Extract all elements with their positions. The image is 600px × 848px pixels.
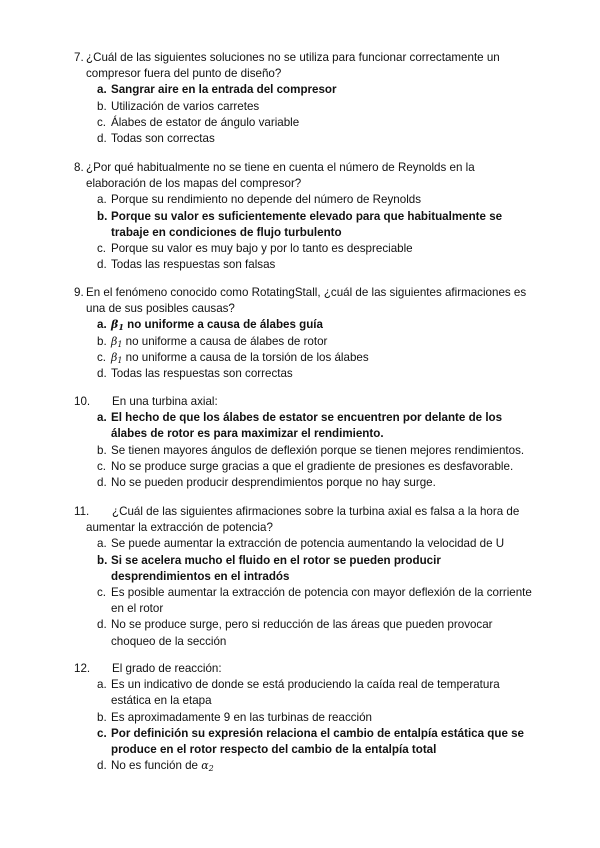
option-letter: d. — [97, 618, 107, 632]
question-number: 8. — [74, 161, 84, 174]
option-d — [74, 131, 534, 147]
option-letter: b. — [97, 443, 107, 457]
option-text: Se tienen mayores ángulos de deflexión porque se tienen mejores rendimientos. — [111, 443, 525, 457]
question-stem — [74, 504, 534, 536]
question-12 — [74, 661, 534, 774]
option-letter: c. — [97, 350, 107, 364]
option-letter: c. — [97, 459, 107, 473]
option-text: Sangrar aire en la entrada del compresor — [111, 83, 337, 97]
question-8 — [74, 160, 534, 273]
beta-symbol: $\beta_1$ — [111, 318, 124, 333]
question-number: 9. — [74, 286, 84, 299]
option-text: No se produce surge gracias a que el gradiente de presiones es desfavorable. — [111, 459, 514, 473]
option-a — [74, 192, 534, 208]
question-stem — [74, 50, 534, 82]
question-11 — [74, 504, 534, 650]
option-text: Es posible aumentar la extracción de potencia con mayor deflexión de la corriente en el rotor — [111, 586, 532, 616]
option-b — [74, 209, 534, 241]
option-text: Porque su rendimiento no depende del número de Reynolds — [111, 193, 422, 207]
option-letter: c. — [97, 115, 107, 129]
question-text: ¿Por qué habitualmente no se tiene en cuenta el número de Reynolds en la elaboración de los mapas del compresor? — [86, 161, 475, 191]
option-text: Es aproximadamente 9 en las turbinas de reacción — [111, 710, 373, 724]
option-text: Porque su valor es muy bajo y por lo tanto es despreciable — [111, 242, 413, 256]
question-text: El grado de reacción: — [112, 662, 222, 675]
option-letter: c. — [97, 586, 107, 600]
option-d — [74, 617, 534, 649]
option-d — [74, 257, 534, 273]
option-b — [74, 99, 534, 115]
option-a — [74, 677, 534, 709]
options-list — [74, 536, 534, 649]
question-number: 7. — [74, 51, 84, 64]
option-letter: a. — [97, 411, 107, 425]
option-text: Todas son correctas — [111, 132, 215, 146]
option-letter: b. — [97, 209, 108, 223]
option-text: Álabes de estator de ángulo variable — [111, 115, 300, 129]
options-list — [74, 82, 534, 147]
option-d — [74, 366, 534, 382]
question-text: En el fenómeno conocido como RotatingStall, ¿cuál de las siguientes afirmaciones es una de sus posibles causas? — [86, 286, 527, 316]
option-letter: b. — [97, 99, 107, 113]
option-b — [74, 710, 534, 726]
option-letter: d. — [97, 258, 107, 272]
option-b — [74, 443, 534, 459]
beta-symbol: $\beta_1$ — [111, 350, 123, 365]
option-text: Se puede aumentar la extracción de potencia aumentando la velocidad de U — [111, 537, 505, 551]
option-a — [74, 410, 534, 442]
option-letter: d. — [97, 367, 107, 381]
option-a — [74, 82, 534, 98]
option-text: Todas las respuestas son correctas — [111, 367, 293, 381]
question-10 — [74, 394, 534, 491]
option-text: Todas las respuestas son falsas — [111, 258, 276, 272]
option-letter: d. — [97, 476, 107, 490]
question-stem — [74, 285, 534, 317]
option-c — [74, 459, 534, 475]
option-text: No se produce surge, pero si reducción de las áreas que pueden provocar choqueo de la sección — [111, 618, 493, 648]
option-text: no uniforme a causa de álabes guía — [123, 318, 323, 332]
options-list — [74, 317, 534, 382]
option-c — [74, 350, 534, 366]
option-c — [74, 241, 534, 257]
option-letter: d. — [97, 759, 107, 773]
option-text: Es un indicativo de donde se está produciendo la caída real de temperatura estática en la etapa — [111, 678, 500, 708]
option-text: No es función de — [111, 759, 202, 773]
option-text: No se pueden producir desprendimientos porque no hay surge. — [111, 476, 436, 490]
question-number: 11. — [74, 505, 90, 518]
option-letter: b. — [97, 553, 108, 567]
option-letter: b. — [97, 334, 107, 348]
option-text: Porque su valor es suficientemente elevado para que habitualmente se trabaje en condiciones de flujo turbulento — [111, 209, 503, 239]
options-list — [74, 677, 534, 774]
option-text: Utilización de varios carretes — [111, 99, 260, 113]
question-9 — [74, 285, 534, 382]
question-number: 10. — [74, 395, 91, 408]
option-c — [74, 115, 534, 131]
option-text: Por definición su expresión relaciona el cambio de entalpía estática que se produce en el rotor respecto del cambio de la entalpía total — [111, 726, 525, 757]
option-d — [74, 475, 534, 491]
option-text: no uniforme a causa de la torsión de los álabes — [122, 350, 369, 364]
option-text: El hecho de que los álabes de estator se encuentren por delante de los álabes de rotor es para maximizar el rendimiento. — [111, 411, 503, 441]
option-letter: b. — [97, 710, 107, 724]
question-stem — [74, 160, 534, 192]
option-c — [74, 585, 534, 617]
option-b — [74, 553, 534, 585]
question-number: 12. — [74, 662, 91, 675]
beta-symbol: $\beta_1$ — [111, 334, 123, 349]
option-letter: a. — [97, 193, 107, 207]
option-b — [74, 334, 534, 350]
option-a — [74, 536, 534, 552]
option-d — [74, 758, 534, 774]
question-7 — [74, 50, 534, 147]
option-letter: a. — [97, 537, 107, 551]
option-text: no uniforme a causa de álabes de rotor — [122, 334, 328, 348]
option-letter: a. — [97, 83, 107, 97]
question-stem — [74, 394, 534, 410]
option-text: Si se acelera mucho el fluido en el rotor se pueden producir desprendimientos en el intradós — [111, 553, 441, 583]
question-text: ¿Cuál de las siguientes soluciones no se utiliza para funcionar correctamente un compresor fuera del punto de diseño? — [86, 51, 500, 81]
option-letter: c. — [97, 726, 107, 740]
alpha-symbol: $\alpha_2$ — [201, 759, 214, 774]
question-stem — [74, 661, 534, 677]
option-letter: d. — [97, 132, 107, 146]
options-list — [74, 410, 534, 491]
option-letter: a. — [97, 318, 107, 332]
question-text: ¿Cuál de las siguientes afirmaciones sobre la turbina axial es falsa a la hora de — [112, 505, 520, 518]
option-a — [74, 317, 534, 333]
options-list — [74, 192, 534, 273]
option-letter: c. — [97, 242, 107, 256]
question-text: En una turbina axial: — [112, 395, 218, 408]
option-letter: a. — [97, 678, 107, 692]
option-c — [74, 726, 534, 758]
question-text-continued: aumentar la extracción de potencia? — [86, 521, 273, 535]
